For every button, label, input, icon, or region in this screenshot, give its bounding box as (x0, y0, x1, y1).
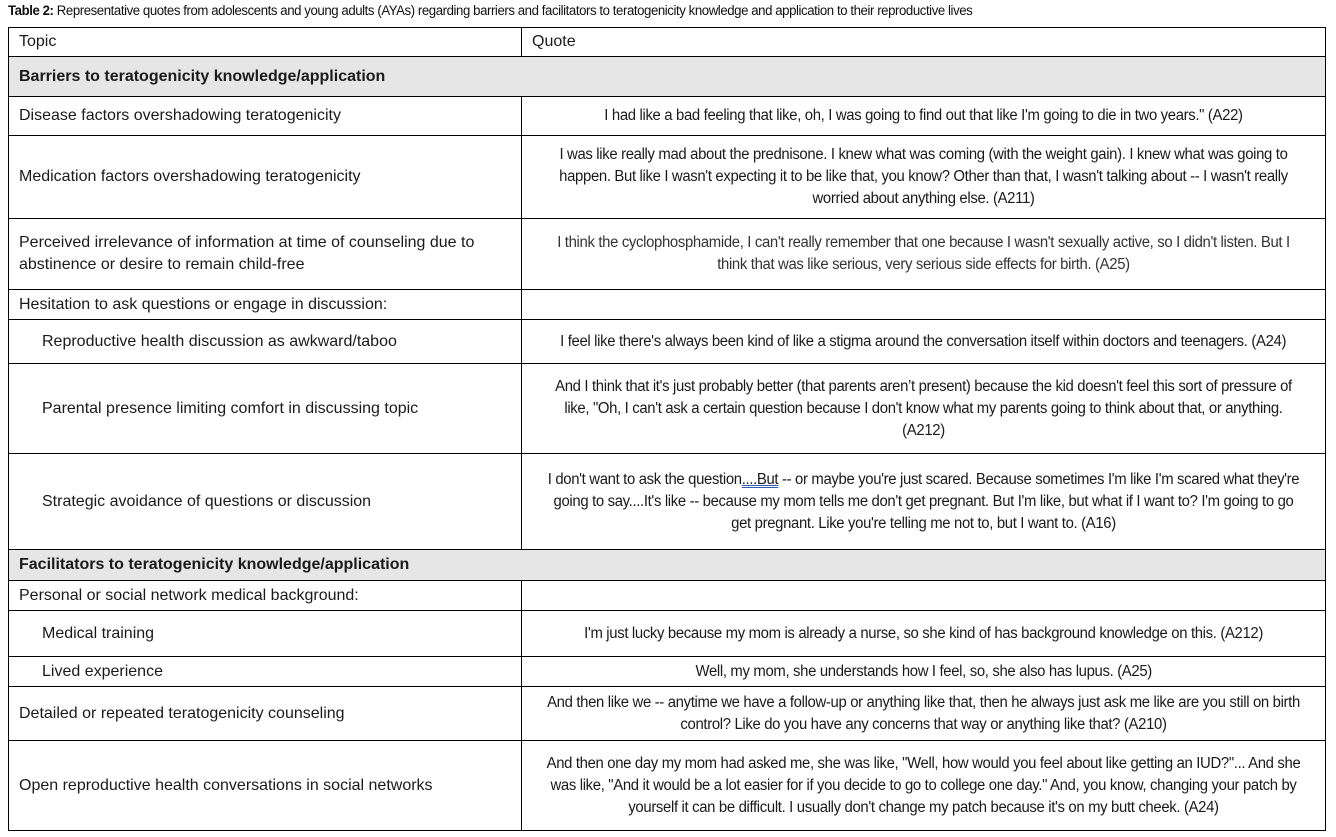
table-row (9, 290, 1326, 320)
quote-cell (522, 97, 1326, 136)
topic-cell: Personal or social network medical background: (9, 581, 522, 611)
quote-cell-empty (522, 581, 1326, 611)
table-row (9, 136, 1326, 219)
quote-text: Well, my mom, she understands how I feel, so, she also has lupus. (A25) (695, 662, 1152, 680)
table-row (9, 320, 1326, 364)
table-caption (8, 3, 972, 19)
quote-cell-empty (522, 290, 1326, 320)
caption-label: Table 2: (8, 3, 54, 19)
quote-text: I think the cyclophosphamide, I can't really remember that one because I wasn't sexually active, so I didn't listen. But I think that was like serious, very serious side effects for birth. (A25) (557, 234, 1290, 273)
quote-cell (522, 687, 1326, 741)
topic-cell: Reproductive health discussion as awkward/taboo (9, 320, 522, 364)
table-row (9, 97, 1326, 136)
table-row (9, 219, 1326, 290)
quote-cell (522, 611, 1326, 657)
header-quote: Quote (522, 28, 1326, 57)
quote-cell (522, 454, 1326, 550)
quote-cell (522, 219, 1326, 290)
topic-cell: Lived experience (9, 657, 522, 687)
section-row-barriers (9, 57, 1326, 97)
table-row (9, 611, 1326, 657)
topic-cell: Detailed or repeated teratogenicity counseling (9, 687, 522, 741)
quote-text: I was like really mad about the prednisone. I knew what was coming (with the weight gain). I knew what was going to happen. But like I wasn't expecting it to be like that, you know? Other than that, I wasn't talking about -- I wasn't really worried about anything else. (A211) (559, 146, 1288, 207)
quote-cell (522, 741, 1326, 831)
topic-cell: Medication factors overshadowing teratogenicity (9, 136, 522, 219)
quote-text: And then one day my mom had asked me, she was like, "Well, how would you feel about like getting an IUD?"... And she was like, "And it would be a lot easier for if you decide to go to college one day." And, you know, changing your patch by yourself it can be difficult. I usually don't change my patch because it's on my butt cheek. (A24) (546, 754, 1301, 816)
quote-text (546, 469, 1302, 535)
table-row (9, 454, 1326, 550)
quote-text: And I think that it's just probably better (that parents aren’t present) because the kid doesn't feel this sort of pressure of like, "Oh, I can't ask a certain question because I don't know what my parents going to think about that, or anything. (A212) (555, 377, 1292, 439)
topic-cell: Open reproductive health conversations in social networks (9, 741, 522, 831)
header-row (9, 28, 1326, 57)
table-row (9, 687, 1326, 741)
topic-cell: Disease factors overshadowing teratogenicity (9, 97, 522, 136)
table-row (9, 364, 1326, 454)
section-row-facilitators (9, 550, 1326, 581)
topic-cell: Medical training (9, 611, 522, 657)
header-topic: Topic (9, 28, 522, 57)
table-row (9, 657, 1326, 687)
quotes-table (8, 27, 1326, 831)
topic-cell: Strategic avoidance of questions or discussion (9, 454, 522, 550)
quote-text: And then like we -- anytime we have a follow-up or anything like that, then he always just ask me like are you still on birth control? Like do you have any concerns that way or anything like that? (A210) (547, 693, 1300, 733)
quote-text-post: -- or maybe you're just scared. Because sometimes I'm like I'm scared what they're going to say....It's like -- because my mom tells me don't get pregnant. But I'm like, but what if I want to? I'm going to go get pregnant. Like you're telling me not to, but I want to. (A16) (553, 470, 1300, 532)
quote-text: I had like a bad feeling that like, oh, I was going to find out that like I'm going to die in two years." (A22) (604, 107, 1243, 124)
quote-cell (522, 657, 1326, 687)
quote-text: I feel like there's always been kind of like a stigma around the conversation itself within doctors and teenagers. (A24) (560, 332, 1287, 350)
topic-cell: Perceived irrelevance of information at time of counseling due to abstinence or desire to remain child-free (9, 219, 522, 290)
topic-cell: Parental presence limiting comfort in discussing topic (9, 364, 522, 454)
table-row (9, 741, 1326, 831)
table-row (9, 581, 1326, 611)
section-title: Barriers to teratogenicity knowledge/application (9, 57, 1326, 97)
quote-text: I'm just lucky because my mom is already a nurse, so she kind of has background knowledge on this. (A212) (584, 624, 1263, 642)
quote-cell (522, 136, 1326, 219)
quote-text-underlined: ....But (741, 470, 779, 488)
quote-cell (522, 364, 1326, 454)
quote-text-pre: I don't want to ask the question (547, 470, 742, 488)
section-title: Facilitators to teratogenicity knowledge/application (9, 550, 1326, 581)
topic-cell: Hesitation to ask questions or engage in discussion: (9, 290, 522, 320)
caption-text: Representative quotes from adolescents and young adults (AYAs) regarding barriers and facilitators to teratogenicity knowledge and application to their reproductive lives (53, 3, 973, 19)
quote-cell (522, 320, 1326, 364)
